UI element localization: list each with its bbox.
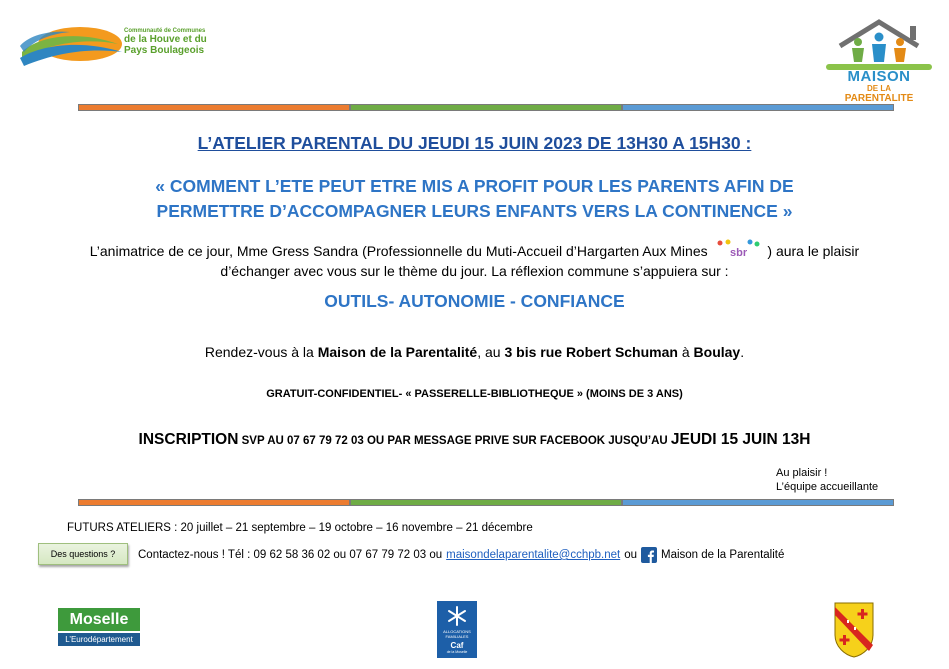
cchpb-line3: Pays Boulageois: [124, 44, 205, 56]
inscription-deadline: JEUDI 15 JUIN 13H: [670, 431, 811, 448]
theme-heading: OUTILS- AUTONOMIE - CONFIANCE: [324, 291, 625, 311]
page-title: L’ATELIER PARENTAL DU JEUDI 15 JUIN 2023 DE 13H30 A 15H30 :: [197, 133, 752, 153]
bar-orange-segment: [78, 104, 350, 111]
contact-email-link[interactable]: maisondelaparentalite@cchpb.net: [446, 549, 621, 561]
moselle-logo-top: Moselle: [58, 608, 140, 631]
cchpb-logo-graphic: [18, 22, 128, 68]
sbr-logo-text: sbr: [729, 247, 747, 260]
intro-line1: [30, 241, 919, 261]
intro-line2: d’échanger avec vous sur le thème du jour. La réflexion commune s’appuiera sur :: [220, 263, 729, 280]
rdv-text-c: , au: [477, 344, 505, 360]
intro-text-part2: ) aura le plaisir: [767, 243, 860, 259]
inscription-details: SVP AU 07 67 79 72 03 OU PAR MESSAGE PRIVE SUR FACEBOOK JUSQU’AU: [238, 435, 671, 447]
subtitle-line1: « COMMENT L’ETE PEUT ETRE MIS A PROFIT POUR LES PARENTS AFIN DE: [155, 176, 794, 196]
subtitle-line2: PERMETTRE D’ACCOMPAGNER LEURS ENFANTS VERS LA CONTINENCE »: [156, 201, 793, 221]
bottom-divider-bar: [78, 499, 894, 506]
rdv-venue: Maison de la Parentalité: [317, 344, 478, 360]
bar-blue-segment: [622, 499, 894, 506]
subtitle: [60, 174, 889, 224]
moselle-logo: [58, 608, 140, 646]
rdv-text-g: .: [740, 344, 745, 360]
rdv-text-e: à: [677, 344, 694, 360]
caf-logo: [437, 601, 477, 658]
contact-text: Contactez-nous ! Tél : 09 62 58 36 02 ou 07 67 79 72 03 ou: [138, 549, 443, 561]
caf-sub: de la Moselle: [446, 650, 468, 654]
rendezvous-line: [0, 344, 949, 360]
caf-line1: ALLOCATIONS: [443, 629, 471, 634]
top-divider-bar: [78, 104, 894, 111]
moselle-logo-bottom: L’Eurodépartement: [58, 633, 140, 646]
caf-text: [443, 629, 471, 639]
intro-paragraph: [30, 241, 919, 281]
questions-button[interactable]: Des questions ?: [38, 543, 128, 565]
caf-line2: FAMILIALES: [445, 634, 469, 639]
rdv-city: Boulay: [693, 344, 741, 360]
caf-bold: Caf: [450, 641, 464, 650]
bar-orange-segment: [78, 499, 350, 506]
facebook-page-name[interactable]: Maison de la Parentalité: [661, 549, 785, 561]
closing-line1: Au plaisir !: [776, 467, 828, 479]
lorraine-shield-icon: [833, 601, 875, 659]
bar-green-segment: [350, 499, 622, 506]
bar-blue-segment: [622, 104, 894, 111]
cchpb-logo-text: [124, 28, 207, 56]
closing-line2: L’équipe accueillante: [776, 481, 879, 493]
gratuit-line: GRATUIT-CONFIDENTIEL- « PASSERELLE-BIBLIOTHEQUE » (MOINS DE 3 ANS): [266, 388, 683, 400]
cchpb-line2: de la Houve et du: [124, 34, 207, 45]
bar-green-segment: [350, 104, 622, 111]
closing-note: [776, 466, 878, 494]
facebook-icon[interactable]: [641, 547, 657, 563]
sbr-logo-icon: [712, 237, 764, 261]
mp-logo-word3: PARENTALITÉ: [844, 93, 914, 102]
inscription-label: INSCRIPTION: [138, 431, 239, 448]
snowflake-icon: [444, 605, 470, 627]
rdv-address: 3 bis rue Robert Schuman: [504, 344, 678, 360]
rdv-text-a: Rendez-vous à la: [204, 344, 318, 360]
intro-text-part1: L’animatrice de ce jour, Mme Gress Sandra (Professionnelle du Muti-Accueil d’Hargarten Aux Mines: [89, 243, 708, 259]
contact-ou: ou: [624, 549, 637, 561]
mp-logo-word2: DE LA: [867, 84, 891, 93]
house-family-icon: [818, 16, 940, 76]
mp-logo-word1: MAISON: [847, 68, 911, 85]
future-workshops: FUTURS ATELIERS : 20 juillet – 21 septembre – 19 octobre – 16 novembre – 21 décembre: [67, 522, 533, 534]
inscription-line: [0, 431, 949, 449]
contact-line: [138, 547, 784, 563]
cchpb-line1: Communauté de Communes: [124, 28, 206, 34]
